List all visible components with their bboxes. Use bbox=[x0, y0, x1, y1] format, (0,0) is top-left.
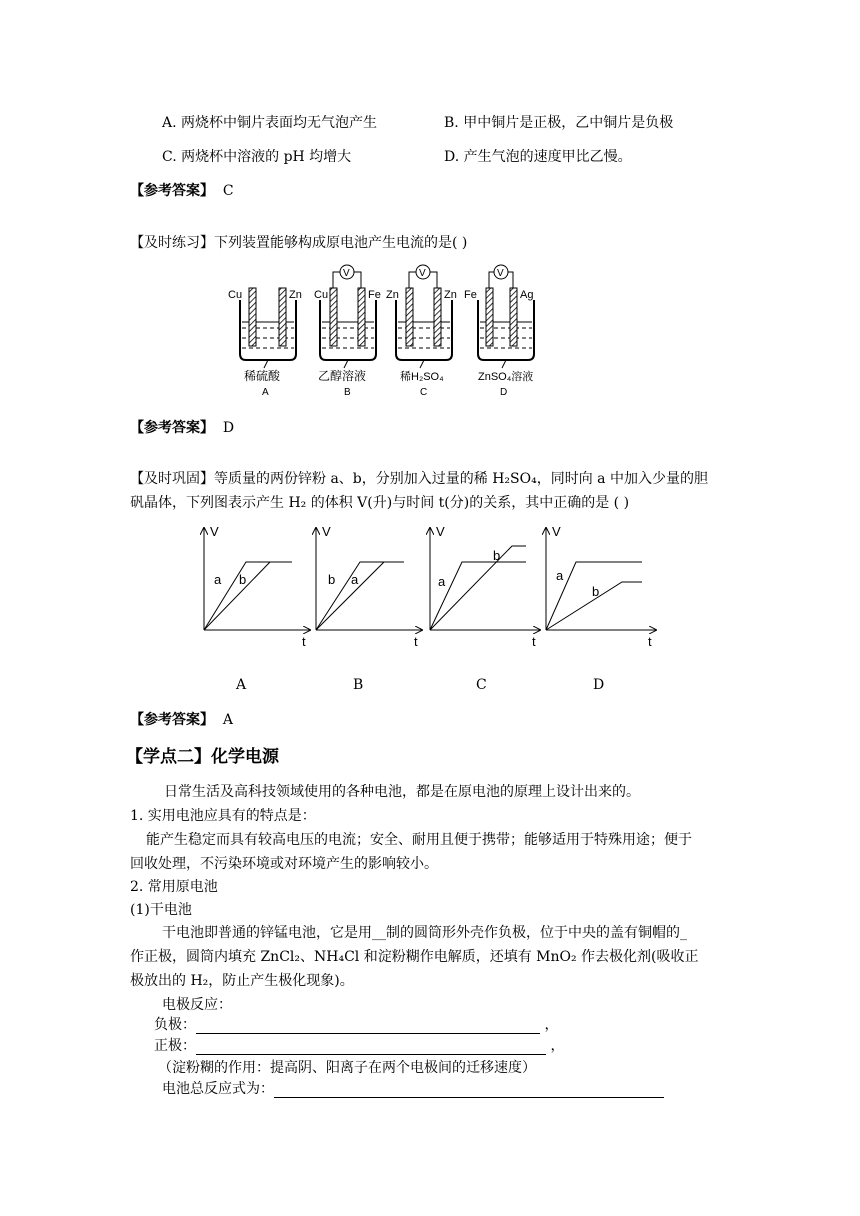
electrode-right bbox=[279, 288, 286, 346]
label-b-left: Cu bbox=[314, 289, 329, 301]
curve-label-a1: a bbox=[214, 572, 222, 587]
answer-label: 【参考答案】 bbox=[130, 183, 214, 199]
solution-d: ZnSO₄溶液 bbox=[478, 371, 534, 383]
graph-letter-b: B bbox=[353, 677, 364, 693]
point-2-sub: (1)干电池 bbox=[130, 902, 192, 918]
negative-label: 负极： bbox=[154, 1017, 196, 1033]
option-d: D. 产生气泡的速度甲比乙慢。 bbox=[444, 149, 632, 165]
dry-cell-line2: 作正极，圆筒内填充 ZnCl₂、NH₄Cl 和淀粉糊作电解质，还填有 MnO₂ 作去极化剂(吸收正 bbox=[130, 949, 699, 965]
axis-t-b: t bbox=[414, 634, 418, 649]
section-intro: 日常生活及高科技领域使用的各种电池，都是在原电池的原理上设计出来的。 bbox=[164, 784, 640, 800]
positive-blank bbox=[196, 1040, 546, 1055]
meter-b: V bbox=[343, 268, 350, 279]
point-1-line1: 能产生稳定而具有较高电压的电流；安全、耐用且便于携带；能够适用于特殊用途；便于 bbox=[146, 832, 692, 848]
point-2-title: 2. 常用原电池 bbox=[130, 879, 218, 895]
beaker-c bbox=[386, 265, 457, 398]
option-a: A. 两烧杯中铜片表面均无气泡产生 bbox=[162, 115, 378, 131]
curve-label-d1: a bbox=[556, 568, 564, 583]
curve-label-c1: a bbox=[438, 574, 446, 589]
solution-b: 乙醇溶液 bbox=[318, 369, 367, 383]
curve-label-d2: b bbox=[592, 584, 600, 599]
curve-label-a2: b bbox=[239, 572, 247, 587]
answer-label: 【参考答案】 bbox=[130, 420, 214, 436]
electrode-left bbox=[249, 288, 256, 346]
axis-t-a: t bbox=[302, 634, 306, 649]
question-3-stem-line1: 【及时巩固】等质量的两份锌粉 a、b，分别加入过量的稀 H₂SO₄，同时向 a 中加入少量的胆 bbox=[130, 471, 708, 487]
positive-label: 正极： bbox=[154, 1038, 196, 1054]
beaker-b bbox=[314, 265, 381, 398]
beaker-d bbox=[464, 265, 534, 398]
letter-c: C bbox=[420, 387, 428, 398]
axis-v-d: V bbox=[552, 524, 561, 539]
comma: ， bbox=[544, 1017, 559, 1033]
label-a-left: Cu bbox=[228, 289, 243, 301]
solution-a: 稀硫酸 bbox=[244, 369, 281, 383]
section-title: 【学点二】化学电源 bbox=[126, 747, 279, 767]
option-b: B. 甲中铜片是正极，乙中铜片是负极 bbox=[444, 115, 674, 131]
answer-value: D bbox=[222, 420, 235, 436]
axis-v-c: V bbox=[436, 524, 445, 539]
label-d-right: Ag bbox=[520, 289, 534, 301]
positive-electrode-row bbox=[154, 1035, 564, 1055]
total-blank bbox=[274, 1083, 664, 1098]
total-label: 电池总反应式为： bbox=[162, 1081, 274, 1097]
axis-t-c: t bbox=[532, 634, 536, 649]
axis-v-a: V bbox=[210, 524, 219, 539]
total-reaction-row bbox=[162, 1078, 664, 1098]
answer-1 bbox=[130, 180, 234, 200]
answer-label: 【参考答案】 bbox=[130, 712, 214, 728]
graph-letter-a: A bbox=[236, 677, 247, 693]
graph-letter-c: C bbox=[476, 677, 487, 693]
label-c-left: Zn bbox=[386, 289, 399, 301]
question-3-stem-line2: 矾晶体，下列图表示产生 H₂ 的体积 V(升)与时间 t(分)的关系，其中正确的是 ( ) bbox=[130, 495, 630, 511]
point-1-line2: 回收处理，不污染环境或对环境产生的影响较小。 bbox=[130, 856, 438, 872]
letter-d: D bbox=[500, 387, 508, 398]
volume-time-graphs bbox=[190, 520, 670, 650]
answer-value: C bbox=[222, 183, 234, 199]
letter-a: A bbox=[262, 387, 269, 398]
comma: ， bbox=[550, 1038, 565, 1054]
point-1-title: 1. 实用电池应具有的特点是： bbox=[130, 808, 316, 824]
answer-value: A bbox=[222, 712, 234, 728]
curve-label-b1: b bbox=[328, 572, 336, 587]
curve-label-b2: a bbox=[351, 572, 359, 587]
label-a-right: Zn bbox=[289, 289, 302, 301]
graph-b bbox=[316, 524, 422, 649]
graph-letter-d: D bbox=[593, 677, 605, 693]
option-c: C. 两烧杯中溶液的 pH 均增大 bbox=[162, 149, 352, 165]
answer-2 bbox=[130, 417, 234, 437]
letter-b: B bbox=[344, 387, 351, 398]
beaker-a bbox=[228, 288, 302, 398]
graph-c bbox=[430, 524, 540, 649]
graph-a bbox=[204, 524, 310, 649]
question-2-stem: 【及时练习】下列装置能够构成原电池产生电流的是( ) bbox=[130, 235, 468, 251]
axis-v-b: V bbox=[322, 524, 331, 539]
curve-label-c2: b bbox=[493, 548, 501, 563]
meter-c: V bbox=[419, 268, 426, 279]
solution-c: 稀H₂SO₄ bbox=[400, 371, 444, 383]
graph-d bbox=[546, 524, 656, 649]
answer-3 bbox=[130, 709, 233, 729]
label-b-right: Fe bbox=[368, 289, 381, 301]
meter-d: V bbox=[497, 268, 504, 279]
dry-cell-line3: 极放出的 H₂，防止产生极化现象)。 bbox=[130, 973, 354, 989]
negative-electrode-row bbox=[154, 1014, 558, 1034]
dry-cell-line1: 干电池即普通的锌锰电池，它是用__制的圆筒形外壳作负极，位于中央的盖有铜帽的_ bbox=[162, 925, 687, 941]
label-c-right: Zn bbox=[444, 289, 457, 301]
galvanic-cell-apparatus-figure bbox=[222, 262, 552, 400]
starch-note: （淀粉糊的作用：提高阴、阳离子在两个电极间的迁移速度） bbox=[158, 1060, 536, 1076]
axis-t-d: t bbox=[648, 634, 652, 649]
label-d-left: Fe bbox=[464, 289, 477, 301]
negative-blank bbox=[196, 1019, 540, 1034]
electrode-reaction-label: 电极反应： bbox=[162, 997, 232, 1013]
